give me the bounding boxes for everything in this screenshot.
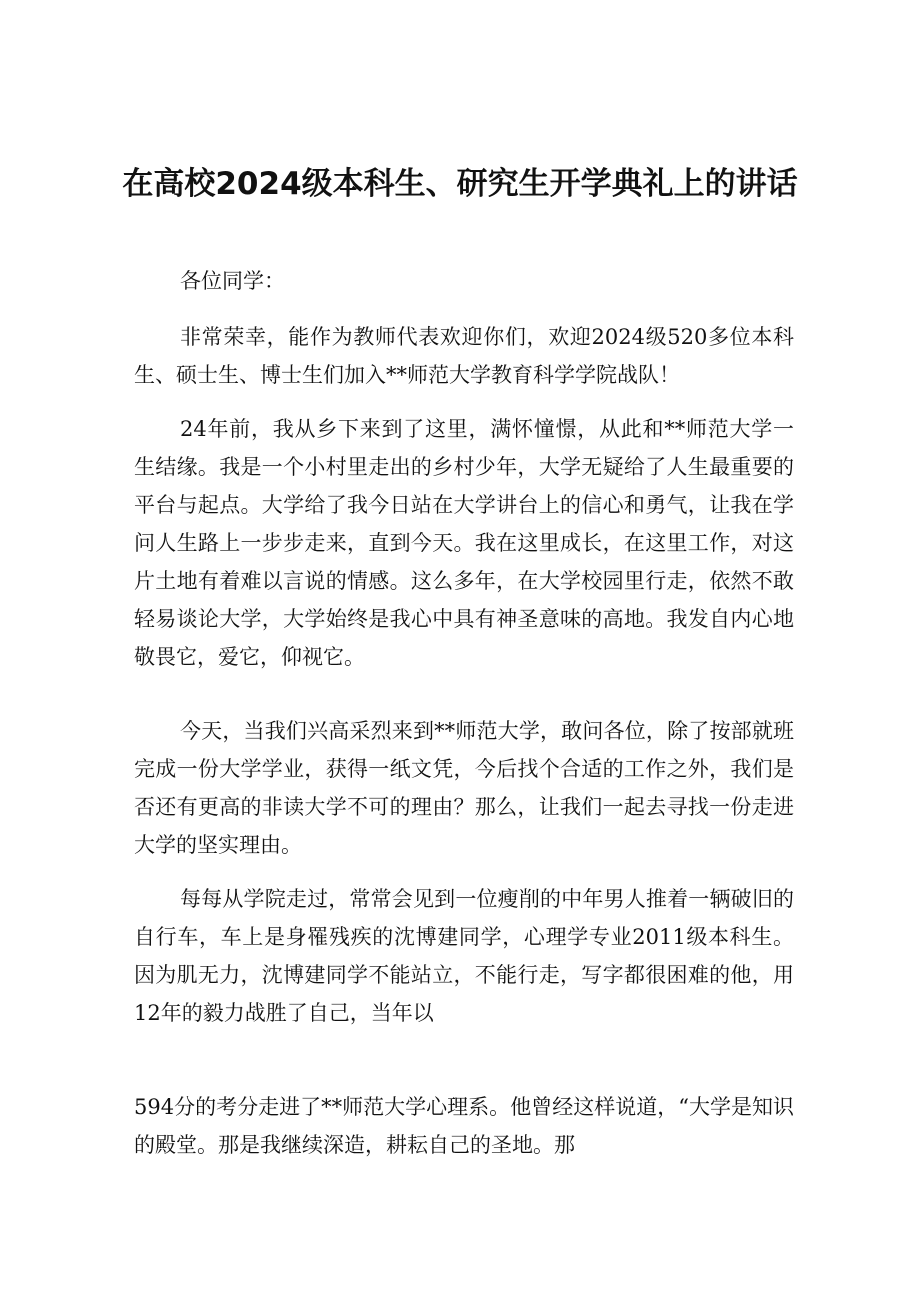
paragraph-question: 今天，当我们兴高采烈来到**师范大学，敢问各位，除了按部就班完成一份大学学业，获得一纸文凭，今后找个合适的工作之外，我们是否还有更高的非读大学不可的理由？那么，让我们一起去寻找一份走进大学的坚实理由。: [134, 719, 794, 857]
paragraph-welcome: 非常荣幸，能作为教师代表欢迎你们，欢迎2024级520多位本科生、硕士生、博士生们加入**师范大学教育科学学院战队！: [134, 325, 794, 387]
paragraph-student-story: 每每从学院走过，常常会见到一位瘦削的中年男人推着一辆破旧的自行车，车上是身罹残疾的沈博建同学，心理学专业2011级本科生。因为肌无力，沈博建同学不能站立，不能行走，写字都很困难的他，用12年的毅力战胜了自己，当年以: [134, 887, 794, 1025]
salutation: 各位同学：: [180, 269, 285, 293]
document-title: 在高校2024级本科生、研究生开学典礼上的讲话: [122, 166, 798, 202]
paragraph-continuation: 594分的考分走进了**师范大学心理系。他曾经这样说道，“大学是知识的殿堂。那是我继续深造，耕耘自己的圣地。那: [134, 1095, 794, 1157]
paragraph-personal-story: 24年前，我从乡下来到了这里，满怀憧憬，从此和**师范大学一生结缘。我是一个小村里走出的乡村少年，大学无疑给了人生最重要的平台与起点。大学给了我今日站在大学讲台上的信心和勇气，让我在学问人生路上一步步走来，直到今天。我在这里成长，在这里工作，对这片土地有着难以言说的情感。这么多年，在大学校园里行走，依然不敢轻易谈论大学，大学始终是我心中具有神圣意味的高地。我发自内心地敬畏它，爱它，仰视它。: [134, 417, 794, 669]
